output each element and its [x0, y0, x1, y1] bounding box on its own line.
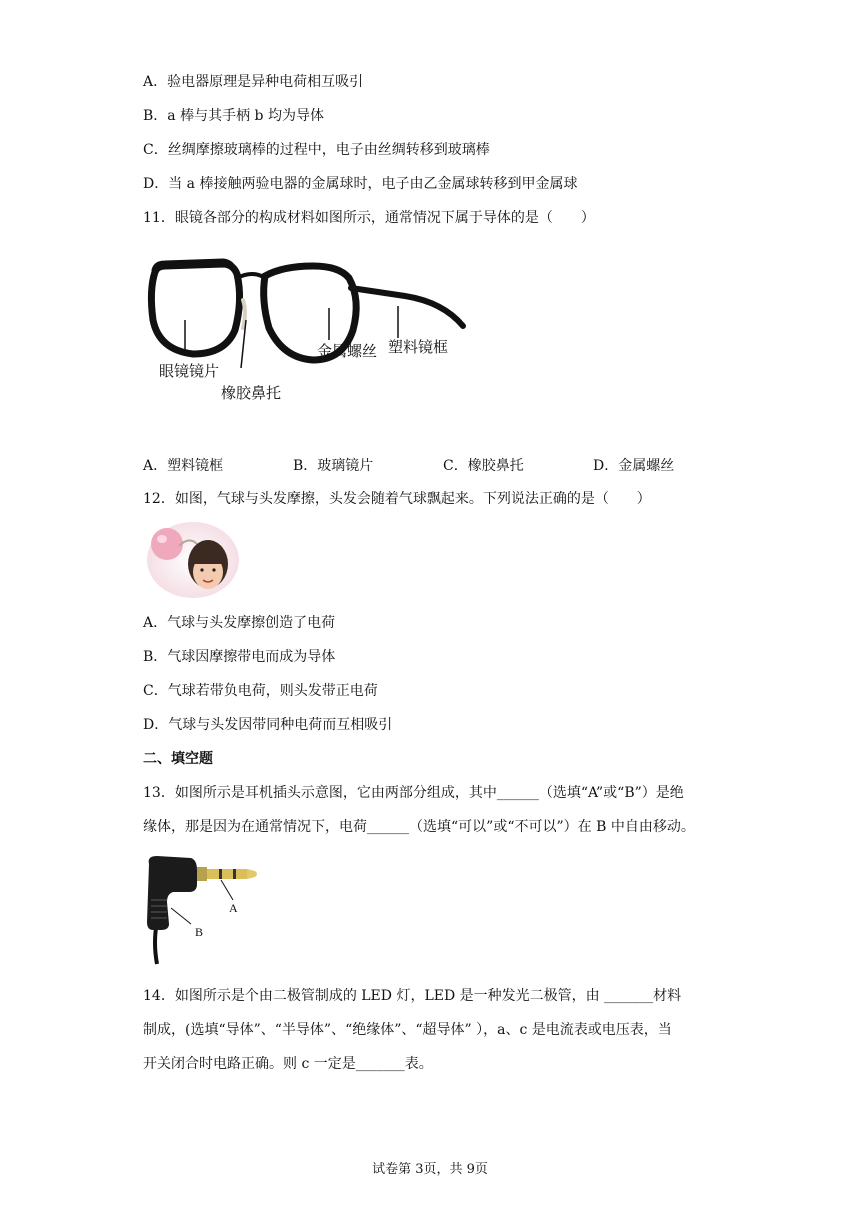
plug-label-b: B [195, 925, 204, 939]
q11-stem: 11．眼镜各部分的构成材料如图所示，通常情况下属于导体的是（ ） [143, 210, 595, 226]
q12-option-b: B．气球因摩擦带电而成为导体 [143, 649, 336, 665]
q12-option-c: C．气球若带负电荷，则头发带正电荷 [143, 683, 378, 699]
q10-option-d: D．当 a 棒接触两验电器的金属球时，电子由乙金属球转移到甲金属球 [143, 176, 578, 192]
q11-option-b: B．玻璃镜片 [293, 458, 374, 474]
glasses-figure [143, 250, 473, 410]
frame-label: 塑料镜框 [388, 338, 449, 356]
q13-line2: 缘体，那是因为在通常情况下，电荷______（选填“可以”或“不可以”）在 B 中自由移动。 [143, 819, 695, 835]
lens-label: 眼镜镜片 [159, 362, 220, 380]
section-heading-fill-in: 二、填空题 [143, 751, 213, 767]
plug-label-a: A [229, 901, 238, 915]
q12-stem: 12．如图，气球与头发摩擦，头发会随着气球飘起来。下列说法正确的是（ ） [143, 491, 651, 507]
page-footer: 试卷第 3页，共 9页 [372, 1162, 488, 1177]
q14-line3: 开关闭合时电路正确。则 c 一定是_______表。 [143, 1056, 433, 1072]
q11-options [143, 455, 703, 475]
nose-pad-label: 橡胶鼻托 [221, 384, 282, 402]
headphone-plug-figure [143, 852, 273, 967]
q11-option-a: A．塑料镜框 [143, 458, 224, 474]
q14-line1: 14．如图所示是个由二极管制成的 LED 灯，LED 是一种发光二极管，由 _______材料 [143, 988, 682, 1004]
q11-option-c: C．橡胶鼻托 [443, 458, 524, 474]
balloon-girl-image [145, 520, 241, 600]
q14-line2: 制成，(选填“导体”、“半导体”、“绝缘体”、“超导体” ），a、c 是电流表或电压表，当 [143, 1022, 672, 1038]
q12-option-a: A．气球与头发摩擦创造了电荷 [143, 615, 336, 631]
q10-option-a: A．验电器原理是异种电荷相互吸引 [143, 74, 364, 90]
q13-line1: 13．如图所示是耳机插头示意图，它由两部分组成，其中______（选填“A”或“B”）是绝 [143, 785, 684, 801]
q12-option-d: D．气球与头发因带同种电荷而互相吸引 [143, 717, 393, 733]
screw-label: 金属螺丝 [317, 342, 378, 360]
q11-option-d: D．金属螺丝 [593, 458, 675, 474]
q10-option-c: C．丝绸摩擦玻璃棒的过程中，电子由丝绸转移到玻璃棒 [143, 142, 490, 158]
q10-option-b: B．a 棒与其手柄 b 均为导体 [143, 108, 324, 124]
